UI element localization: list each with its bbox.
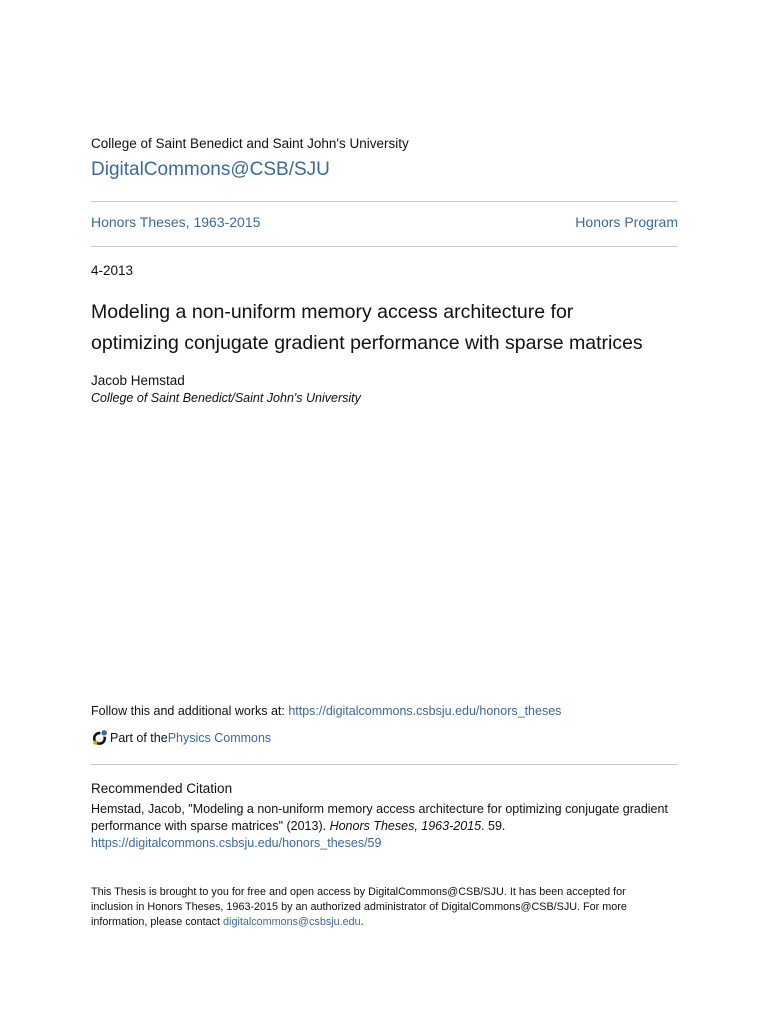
access-notice xyxy=(91,885,661,930)
partof-prefix: Part of the xyxy=(110,730,168,745)
citation-heading: Recommended Citation xyxy=(91,781,233,796)
citation-series: Honors Theses, 1963-2015 xyxy=(329,819,482,833)
series-link[interactable]: Honors Theses, 1963-2015 xyxy=(91,214,261,230)
citation-body: Hemstad, Jacob, "Modeling a non-uniform memory access architecture for optimizing conjugate gradient performance with sparse matrices" (2013). xyxy=(91,802,668,833)
publication-date: 4-2013 xyxy=(91,263,134,278)
institution-name: College of Saint Benedict and Saint John's University xyxy=(91,136,409,151)
divider-citation xyxy=(91,764,678,765)
notice-text: This Thesis is brought to you for free and open access by DigitalCommons@CSB/SJU. It has been accepted for inclusion in Honors Theses, 1963-2015 by an authorized administrator of DigitalCommons@CSB/SJU. For more information, please contact xyxy=(91,886,627,928)
citation-text xyxy=(91,801,691,852)
physics-commons-link[interactable]: Physics Commons xyxy=(167,730,272,745)
author-affiliation: College of Saint Benedict/Saint John's University xyxy=(91,391,361,405)
divider-top xyxy=(91,201,678,202)
title-line-1: Modeling a non-uniform memory access architecture for xyxy=(91,301,574,323)
network-commons-icon xyxy=(91,729,108,746)
follow-prefix: Follow this and additional works at: xyxy=(91,704,289,718)
part-of-commons xyxy=(91,729,271,746)
divider-collection xyxy=(91,246,678,247)
contact-email-link[interactable]: digitalcommons@csbsju.edu xyxy=(223,916,361,928)
follow-works xyxy=(91,704,561,718)
author-name: Jacob Hemstad xyxy=(91,373,185,388)
title-line-2: optimizing conjugate gradient performance with sparse matrices xyxy=(91,332,643,354)
program-link[interactable]: Honors Program xyxy=(575,214,678,230)
cover-page xyxy=(91,0,678,1024)
citation-number: . 59. xyxy=(481,819,506,833)
document-title xyxy=(91,297,691,359)
follow-url-link[interactable]: https://digitalcommons.csbsju.edu/honors_theses xyxy=(288,704,562,718)
notice-end: . xyxy=(360,916,364,928)
citation-url-link[interactable]: https://digitalcommons.csbsju.edu/honors_theses/59 xyxy=(91,836,382,850)
repository-link[interactable]: DigitalCommons@CSB/SJU xyxy=(91,159,330,180)
